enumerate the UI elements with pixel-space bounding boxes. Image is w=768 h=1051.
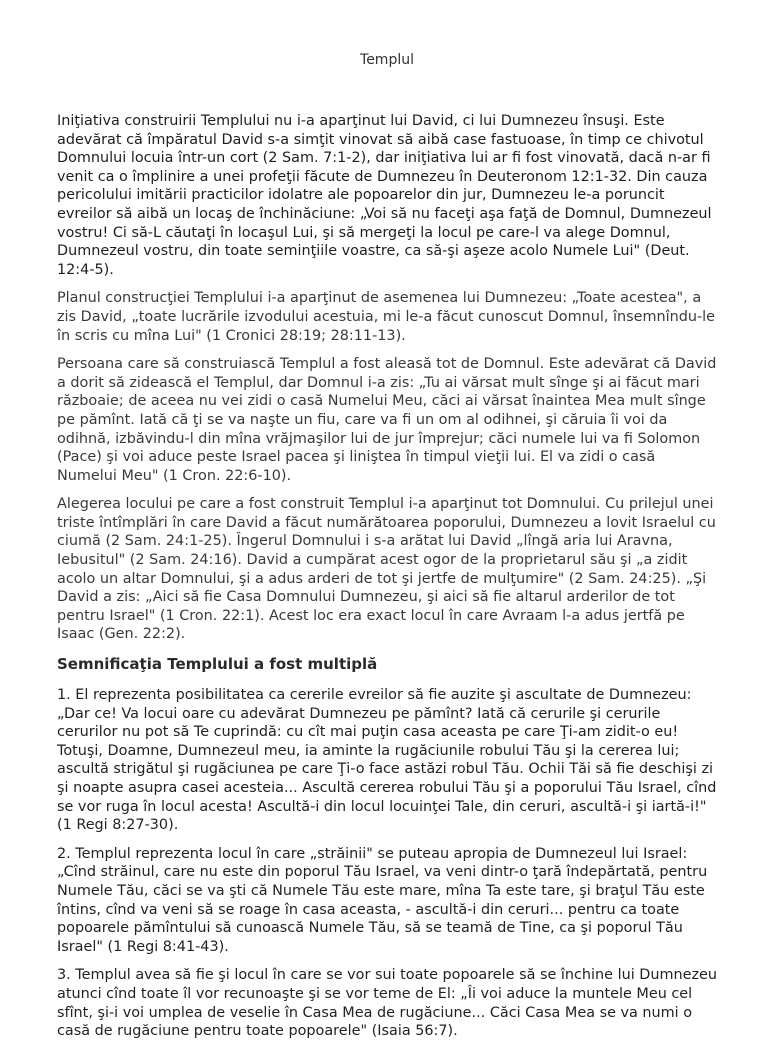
paragraph-builder: Persoana care să construiască Templul a fost aleasă tot de Domnul. Este adevărat că David a dorit să zidească el Templul, dar Domnul i-a zis: „Tu ai vărsat mult sînge şi ai făcut mari războaie; de aceea nu vei zidi o casă Numelui Meu, căci ai vărsat înaintea Mea mult sînge pe pămînt. Iată că ţi se va naşte un fiu, care va fi un om al odihnei, şi căruia îi voi da odihnă, izbăvindu-l din mîna vrăjmaşilor lui de jur împrejur; căci numele lui va fi Solomon (Pace) şi voi aduce peste Israel pacea şi liniştea în timpul vieţii lui. El va zidi o casă Numelui Meu" (1 Cron. 22:6-10).	[57, 356, 717, 484]
paragraph-significance-1: 1. El reprezenta posibilitatea ca cererile evreilor să fie auzite şi ascultate de Dumnezeu: „Dar ce! Va locui oare cu adevărat Dumnezeu pe pămînt? Iată că cerurile şi cerurile cerurilor nu pot să Te cuprindă: cu cît mai puţin casa aceasta pe care Ţi-am zidit-o eu! Totuşi, Doamne, Dumnezeul meu, ia aminte la rugăciunile robului Tău şi la cererea lui; ascultă strigătul şi rugăciunea pe care Ţi-o face astăzi robul Tău. Ochii Tăi să fie deschişi zi şi noapte asupra casei acesteia... Ascultă cererea robului Tău şi a poporului Tău Israel, cînd se vor ruga în locul acesta! Ascultă-i din locul locuinţei Tale, din ceruri, ascultă-i şi iartă-i!" (1 Regi 8:27-30).	[57, 687, 717, 834]
section-heading: Semnificaţia Templului a fost multiplă	[57, 655, 378, 674]
paragraph-significance-3: 3. Templul avea să fie şi locul în care se vor sui toate popoarele să se închine lui Dumnezeu atunci cînd toate îl vor recunoaşte şi se vor teme de El: „Îi voi aduce la muntele Meu cel sfînt, şi-i voi umplea de veselie în Casa Mea de rugăciune... Căci Casa Mea se va numi o casă de rugăciune pentru toate popoarele" (Isaia 56:7).	[57, 967, 718, 1040]
paragraph-plan: Planul construcţiei Templului i-a aparţinut de asemenea lui Dumnezeu: „Toate acestea", a zis David, „toate lucrările izvodului acestuia, mi le-a făcut cunoscut Domnul, însemnîndu-le în scris cu mîna Lui" (1 Cronici 28:19; 28:11-13).	[57, 290, 716, 344]
paragraph-location: Alegerea locului pe care a fost construit Templul i-a aparţinut tot Domnului. Cu prilejul unei triste întîmplări în care David a făcut numărătoarea poporului, Dumnezeu a lovit Israelul cu ciumă (2 Sam. 24:1-25). Îngerul Domnului i s-a arătat lui David „lîngă aria lui Aravna, Iebusitul" (2 Sam. 24:16). David a cumpărat acest ogor de la proprietarul său şi „a zidit acolo un altar Domnului, şi a adus arderi de tot şi jertfe de mulţumire" (2 Sam. 24:25). „Şi David a zis: „Aici să fie Casa Domnului Dumnezeu, şi aici să fie altarul arderilor de tot pentru Israel" (1 Cron. 22:1). Acest loc era exact locul în care Avraam l-a adus jertfă pe Isaac (Gen. 22:2).	[57, 496, 716, 643]
document-body	[57, 112, 717, 1051]
paragraph-significance-2: 2. Templul reprezenta locul în care „străinii" se puteau apropia de Dumnezeul lui Israel: „Cînd străinul, care nu este din poporul Tău Israel, va veni dintr-o ţară îndepărtată, pentru Numele Tău, căci se va şti că Numele Tău este mare, mîna Ta este tare, şi braţul Tău este întins, cînd va veni să se roage în casa aceasta, - ascultă-i din ceruri... pentru ca toate popoarele pămîntului să cunoască Numele Tău, să se teamă de Tine, ca şi poporul Tău Israel" (1 Regi 8:41-43).	[57, 845, 708, 955]
page-title: Templul	[360, 52, 414, 68]
paragraph-initiative: Iniţiativa construirii Templului nu i-a aparţinut lui David, ci lui Dumnezeu însuşi. Este adevărat că împăratul David s-a simţit vinovat să aibă case fastuoase, în timp ce chivotul Domnului locuia într-un cort (2 Sam. 7:1-2), dar iniţiativa lui ar fi fost vinovată, dacă n-ar fi venit ca o împlinire a unei profeţii făcute de Dumnezeu în Deuteronom 12:1-32. Din cauza pericolului imitării practicilor idolatre ale popoarelor din jur, Dumnezeu le-a poruncit evreilor să aibă un locaş de închinăciune: „Voi să nu faceţi aşa faţă de Domnul, Dumnezeul vostru! Ci să-L căutaţi în locaşul Lui, şi să mergeţi la locul pe care-l va alege Domnul, Dumnezeul vostru, din toate seminţiile voastre, ca să-şi aşeze acolo Numele Lui" (Deut. 12:4-5).	[57, 113, 712, 278]
